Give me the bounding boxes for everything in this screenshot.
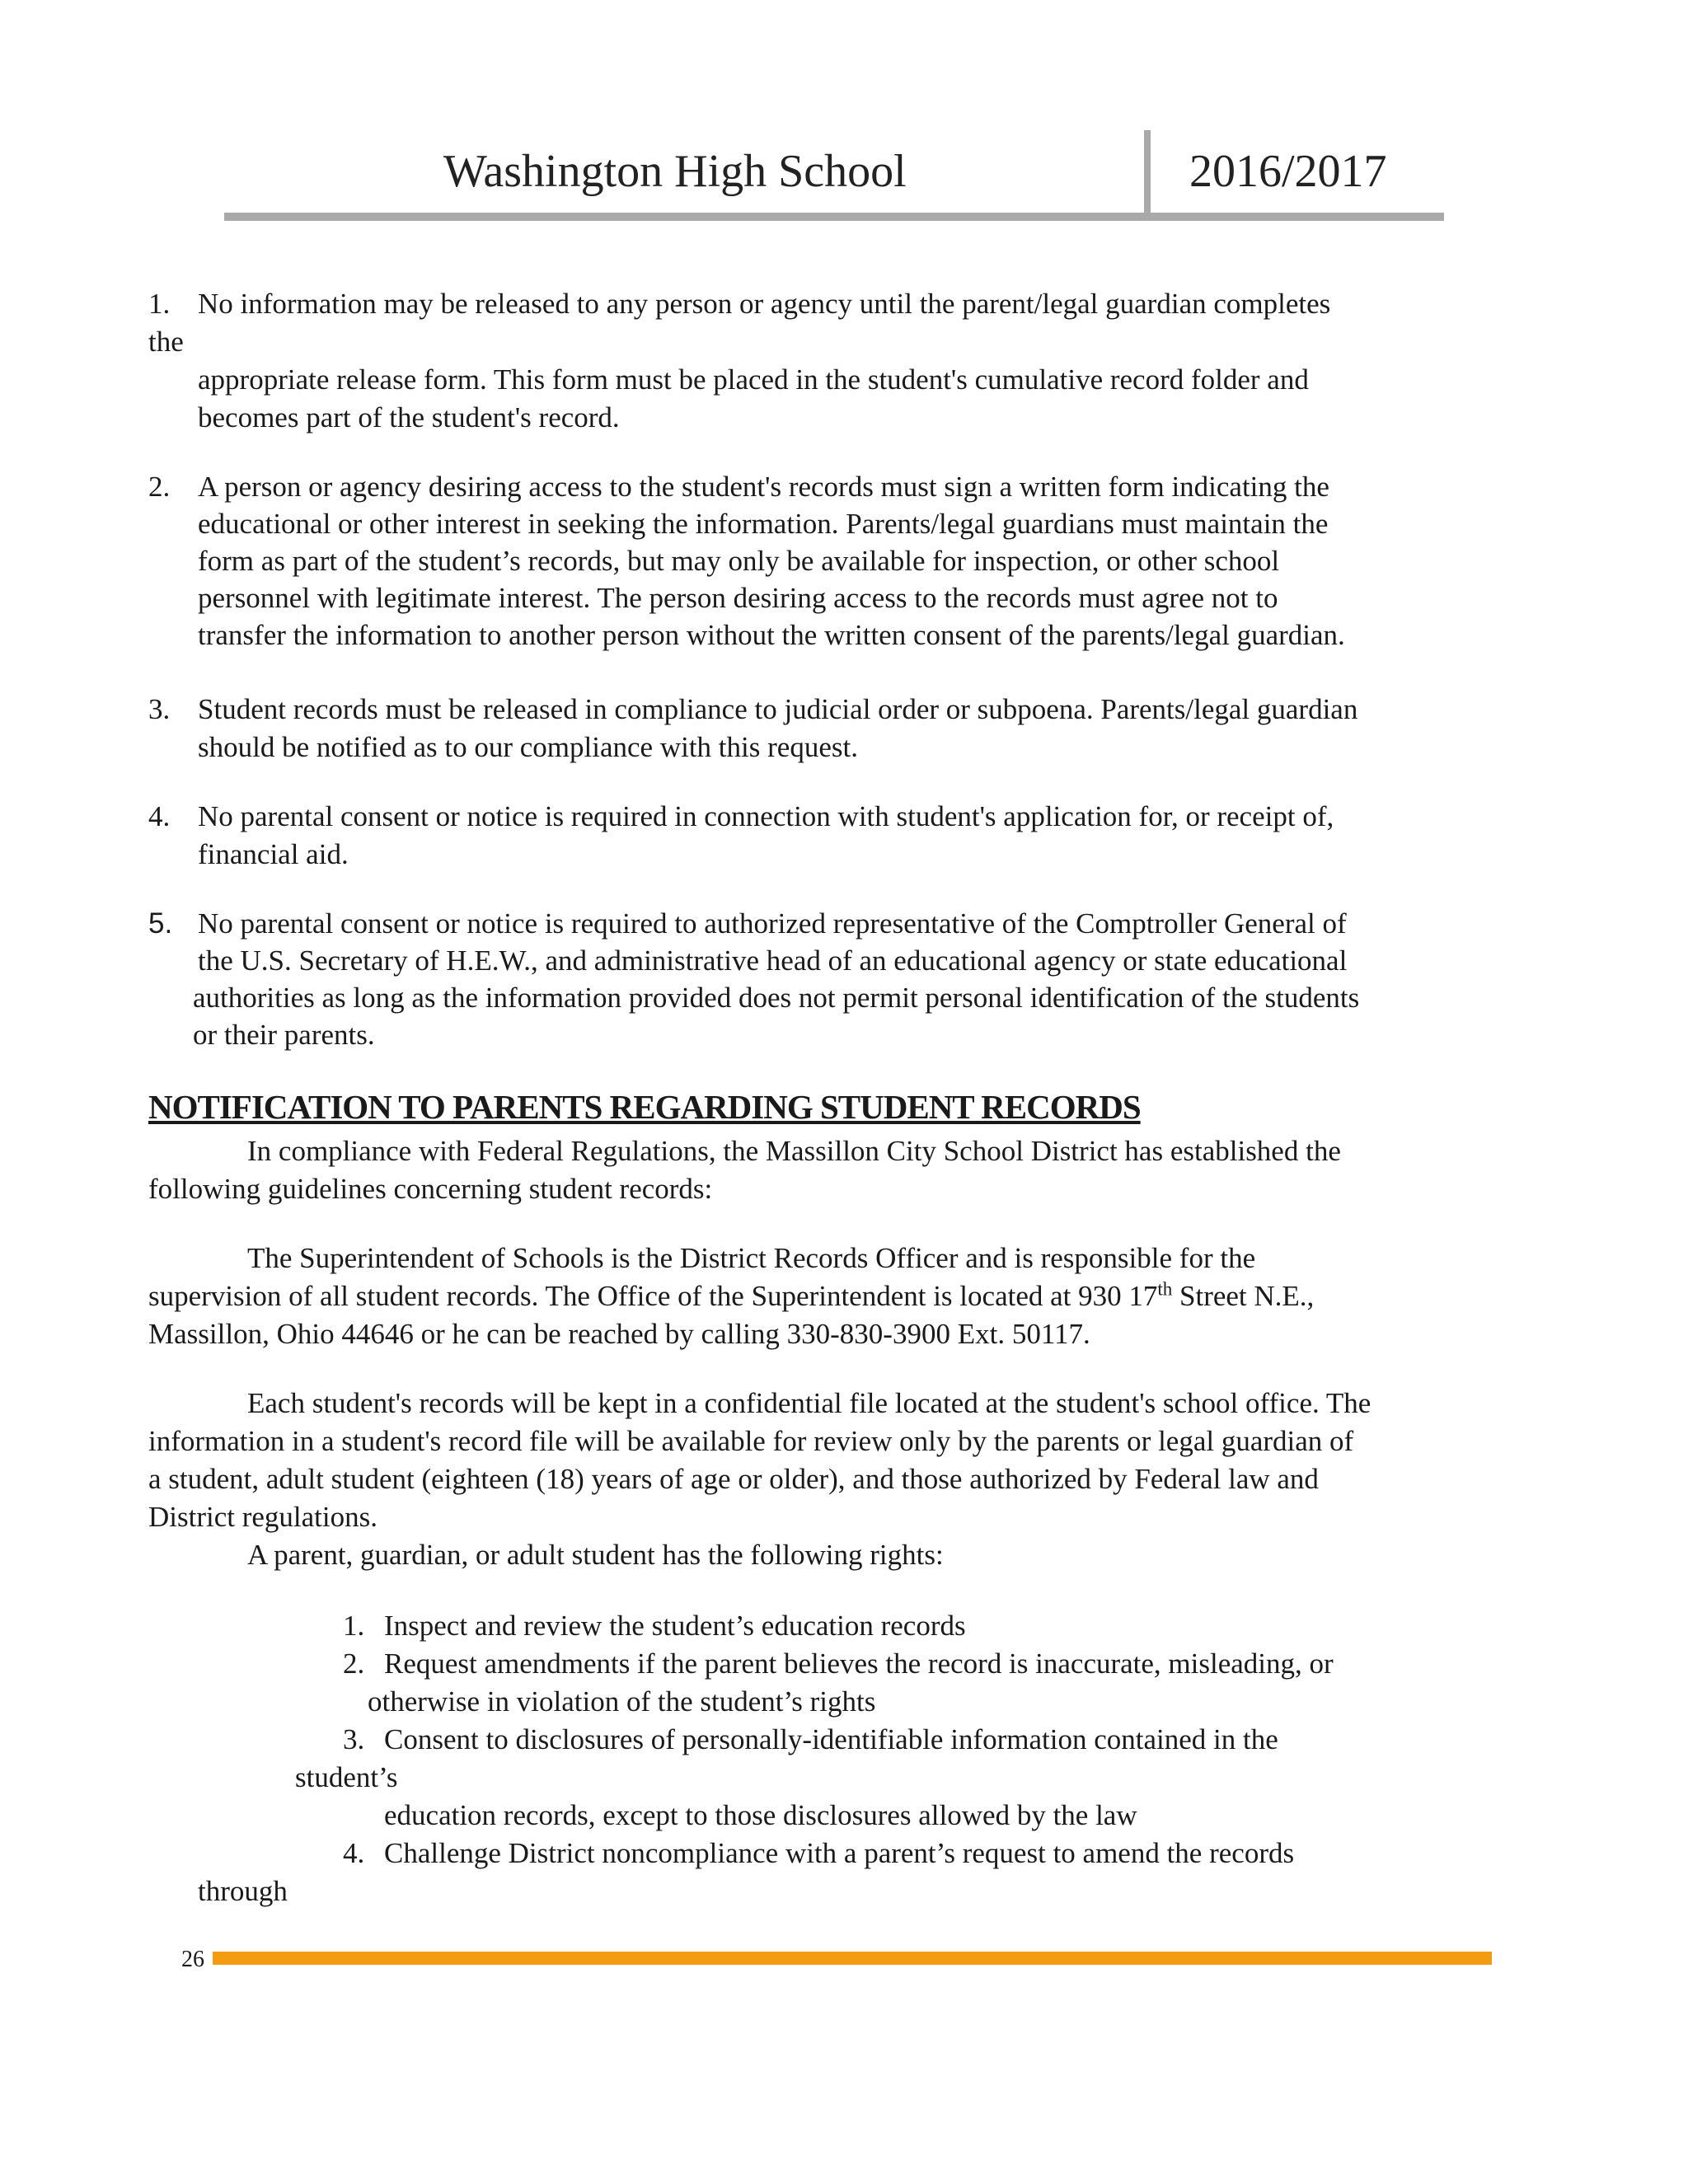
list-item-number: 3.	[148, 693, 171, 725]
list-item-line: becomes part of the student's record.	[198, 401, 620, 434]
paragraph-text: supervision of all student records. The Office of the Superintendent is located at 930 17	[148, 1280, 1158, 1312]
rights-item-text: student’s	[295, 1761, 398, 1793]
rights-item-text: Request amendments if the parent believes the record is inaccurate, misleading, or	[384, 1647, 1334, 1680]
rights-item-text: education records, except to those disclosures allowed by the law	[384, 1799, 1137, 1831]
rights-item-number: 1.	[343, 1610, 365, 1642]
rights-item-text: Inspect and review the student’s education records	[384, 1610, 966, 1642]
header-divider	[1144, 130, 1151, 218]
rights-item-number: 3.	[343, 1723, 365, 1755]
rights-item-text: Challenge District noncompliance with a parent’s request to amend the records	[384, 1837, 1295, 1869]
rights-item-number: 2.	[343, 1647, 365, 1680]
rights-item-text: otherwise in violation of the student’s rights	[368, 1685, 876, 1718]
list-item-line: or their parents.	[193, 1019, 375, 1051]
rights-item-number: 4.	[343, 1837, 365, 1869]
list-item-number: 1.	[148, 288, 171, 320]
header-school-name: Washington High School	[443, 146, 907, 197]
list-item-line: educational or other interest in seeking the information. Parents/legal guardians must maintain the	[198, 508, 1329, 540]
list-item-line: authorities as long as the information provided does not permit personal identification of the students	[193, 982, 1360, 1014]
rights-intro: A parent, guardian, or adult student has the following rights:	[247, 1539, 944, 1571]
paragraph-line: Each student's records will be kept in a confidential file located at the student's school office. The	[247, 1387, 1372, 1419]
paragraph-line: In compliance with Federal Regulations, the Massillon City School District has established the	[247, 1135, 1341, 1167]
paragraph-line: a student, adult student (eighteen (18) years of age or older), and those authorized by Federal law and	[148, 1463, 1319, 1495]
paragraph-line: The Superintendent of Schools is the District Records Officer and is responsible for the	[247, 1242, 1256, 1274]
section-heading: NOTIFICATION TO PARENTS REGARDING STUDENT RECORDS	[148, 1088, 1141, 1126]
list-item-number: 4.	[148, 800, 171, 832]
paragraph-line	[148, 1277, 1314, 1315]
list-item-number: 5.	[148, 907, 173, 940]
paragraph-line: following guidelines concerning student records:	[148, 1173, 713, 1205]
rights-item-text: through	[198, 1875, 288, 1907]
list-item-line: No parental consent or notice is required in connection with student's application for, or receipt of,	[198, 800, 1334, 832]
list-item-line: transfer the information to another person without the written consent of the parents/legal guardian.	[198, 619, 1345, 651]
list-item-line: No parental consent or notice is required to authorized representative of the Comptroller General of	[198, 907, 1347, 940]
paragraph-text: Street N.E.,	[1172, 1280, 1315, 1312]
list-item-number: 2.	[148, 471, 171, 503]
paragraph-line: District regulations.	[148, 1501, 378, 1533]
paragraph-line: information in a student's record file will be available for review only by the parents or legal guardian of	[148, 1425, 1354, 1457]
paragraph-line: Massillon, Ohio 44646 or he can be reached by calling 330-830-3900 Ext. 50117.	[148, 1318, 1090, 1350]
list-item-line: Student records must be released in compliance to judicial order or subpoena. Parents/legal guardian	[198, 693, 1358, 725]
list-item-line: A person or agency desiring access to the student's records must sign a written form indicating the	[198, 471, 1329, 503]
list-item-line: should be notified as to our compliance with this request.	[198, 731, 858, 763]
header-rule	[224, 213, 1444, 221]
list-item-line: appropriate release form. This form must be placed in the student's cumulative record folder and	[198, 363, 1309, 396]
list-item-line: No information may be released to any person or agency until the parent/legal guardian completes	[198, 288, 1331, 320]
header-year: 2016/2017	[1189, 146, 1387, 197]
list-item-line: personnel with legitimate interest. The person desiring access to the records must agree not to	[198, 582, 1278, 614]
list-item-line: the U.S. Secretary of H.E.W., and administrative head of an educational agency or state educational	[198, 944, 1348, 977]
list-item-line: financial aid.	[198, 838, 349, 870]
rights-item-text: Consent to disclosures of personally-identifiable information contained in the	[384, 1723, 1278, 1755]
superscript: th	[1157, 1278, 1173, 1300]
list-item-line: form as part of the student’s records, but may only be available for inspection, or other school	[198, 545, 1280, 577]
list-item-line: the	[148, 326, 184, 358]
page-number: 26	[181, 1947, 204, 1972]
footer-bar	[213, 1952, 1492, 1965]
